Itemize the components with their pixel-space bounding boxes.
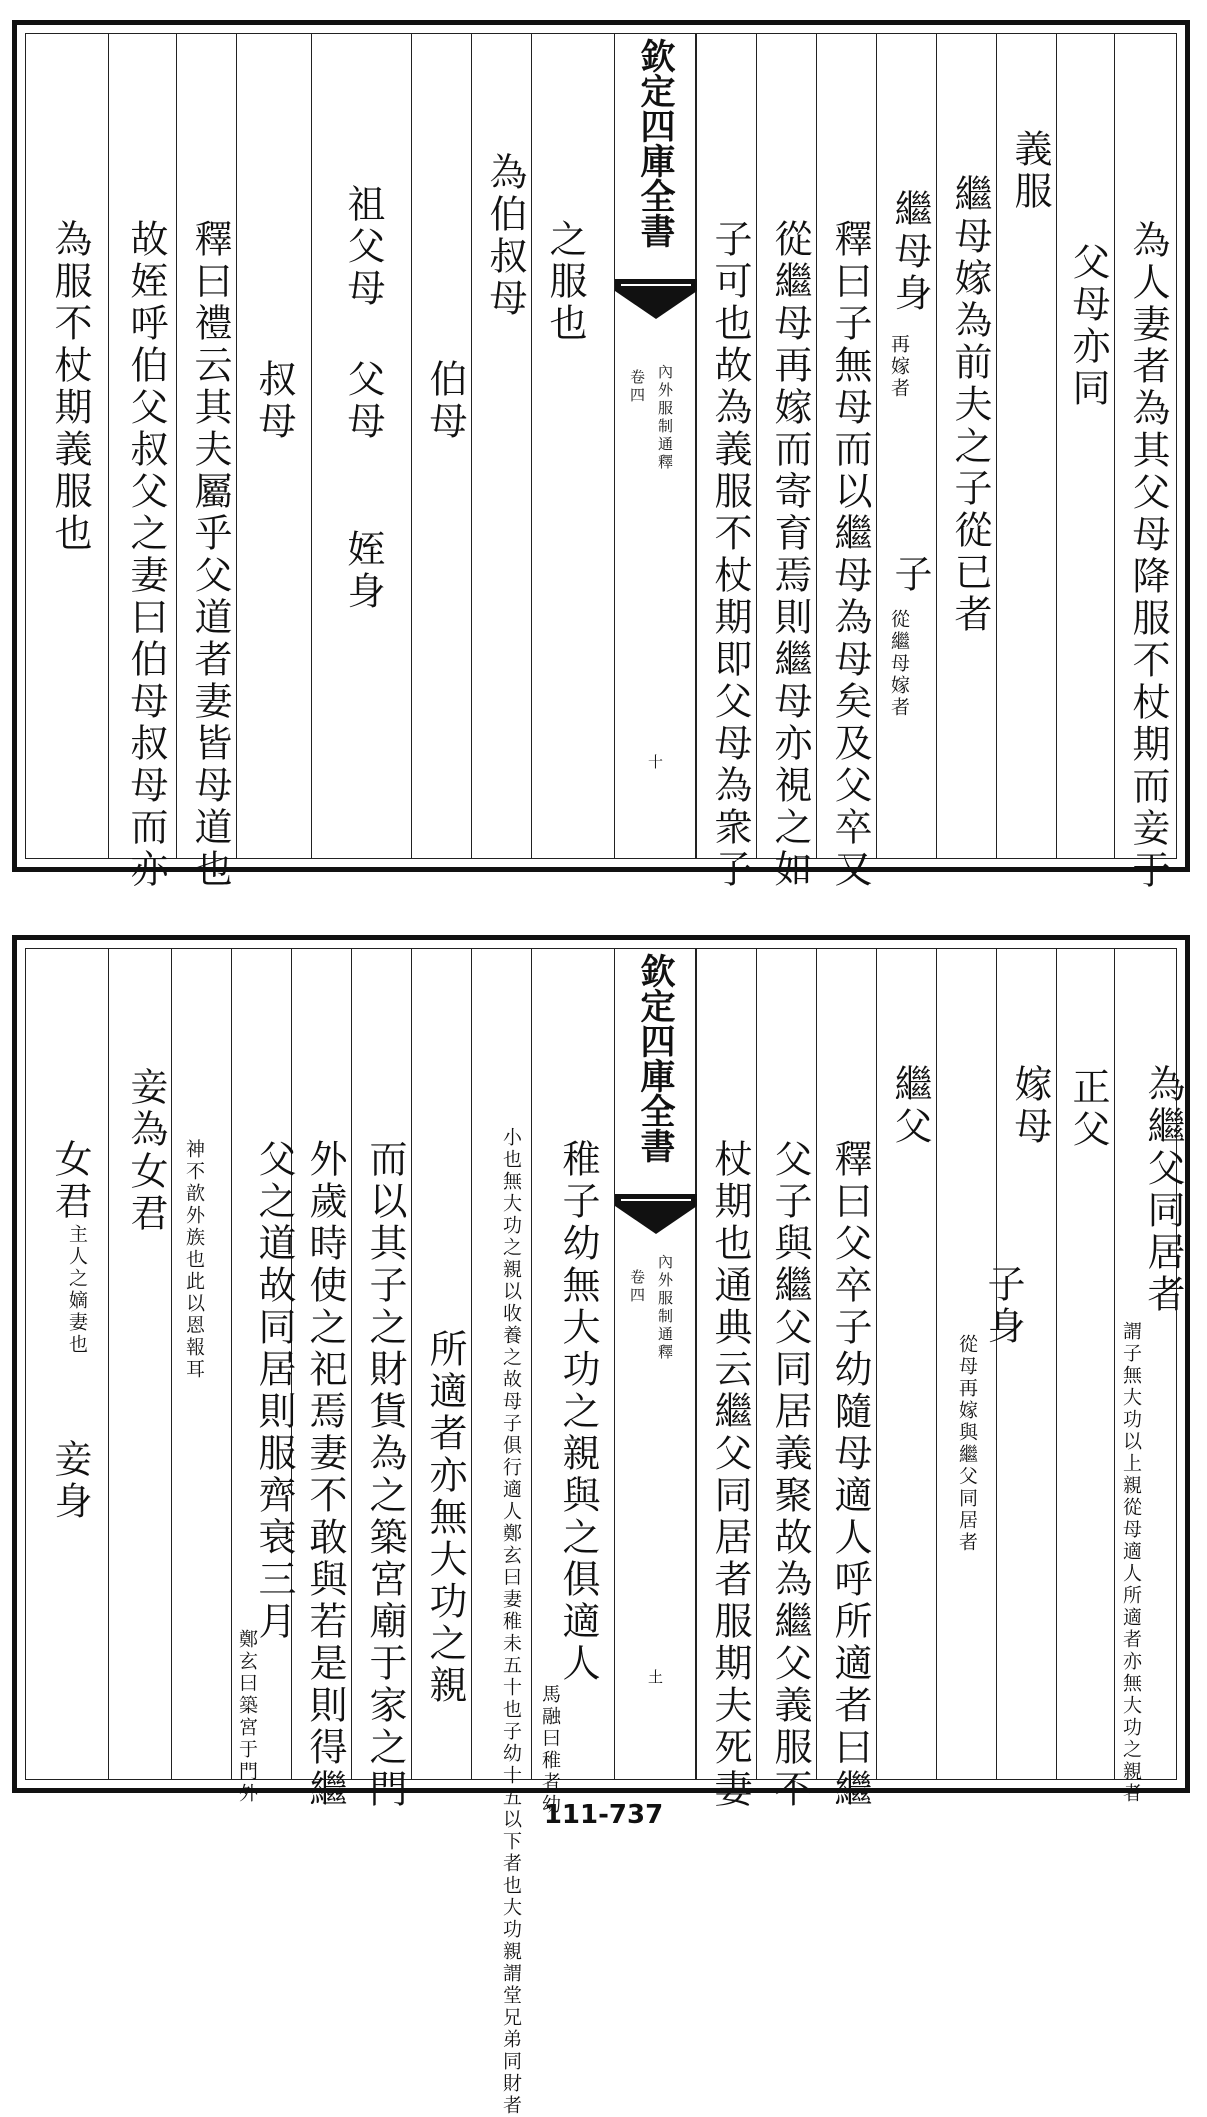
- annotation: 馬融曰稚者幼: [539, 1684, 561, 1816]
- text-column: 外歲時使之祀焉妻不敢與若是則得繼: [303, 1139, 347, 1811]
- text-column: 叔母: [252, 359, 296, 443]
- text-column: 而以其子之財貨為之築宮廟于家之門: [363, 1139, 407, 1811]
- column-rule: [531, 34, 532, 858]
- top-page: [12, 20, 1190, 892]
- text-column: 妾身: [48, 1439, 92, 1523]
- text-column: 義服: [1008, 129, 1052, 213]
- text-column: 子: [888, 554, 932, 596]
- column-rule: [171, 949, 172, 1779]
- text-column: 為服不杖期義服也: [48, 219, 92, 555]
- text-column: 為人妻者為其父母降服不杖期而妾于: [1126, 220, 1170, 892]
- text-column: 之服也: [543, 219, 587, 345]
- column-rule: [756, 949, 757, 1779]
- text-column: 父母亦同: [1066, 242, 1110, 410]
- column-rule: [1056, 34, 1057, 858]
- text-column: 妾為女君: [124, 1067, 168, 1235]
- text-column: 釋曰禮云其夫屬乎父道者妻皆母道也: [188, 219, 232, 891]
- column-rule: [108, 34, 109, 858]
- book-spine: [614, 34, 696, 858]
- column-rule: [471, 949, 472, 1779]
- annotation: 再嫁者: [888, 334, 910, 400]
- column-rule: [311, 34, 312, 858]
- spine-title: 欽定四庫全書: [635, 38, 676, 248]
- text-column: 父母: [341, 359, 385, 443]
- annotation: 從繼母嫁者: [888, 609, 910, 719]
- text-column: 伯母: [423, 359, 467, 443]
- spine-subtitle: 內外服制通釋: [656, 1254, 674, 1362]
- column-rule: [1056, 949, 1057, 1779]
- column-rule: [236, 34, 237, 858]
- spine-folio: 土: [646, 1669, 664, 1687]
- column-rule: [756, 34, 757, 858]
- book-spine: [614, 949, 696, 1779]
- text-column: 繼母嫁為前夫之子從已者: [948, 174, 992, 636]
- annotation: 謂子無大功以上親從母適人所適者亦無大功之親者: [1120, 1321, 1142, 1805]
- text-column: 父之道故同居則服齊衰三月: [252, 1139, 296, 1643]
- spine-title: 欽定四庫全書: [635, 953, 676, 1163]
- text-column: 繼母身: [888, 189, 932, 315]
- fish-tail-mark-icon: [615, 1194, 697, 1234]
- column-rule: [936, 34, 937, 858]
- column-rule: [411, 949, 412, 1779]
- column-rule: [351, 949, 352, 1779]
- text-column: 祖父母: [341, 184, 385, 310]
- text-column: 正父: [1066, 1067, 1110, 1151]
- column-rule: [108, 949, 109, 1779]
- text-column: 子身: [981, 1264, 1025, 1348]
- spine-folio: 十: [646, 754, 664, 772]
- text-column: 姪身: [341, 529, 385, 613]
- annotation: 小也無大功之親以收養之故母子俱行適人鄭玄曰妻稚未五十也子幼十五以下者也大功親謂堂兄弟同財者: [500, 1127, 522, 2117]
- spine-volume: 卷四: [628, 1269, 646, 1305]
- text-column: 為繼父同居者: [1141, 1064, 1185, 1316]
- column-rule: [996, 949, 997, 1779]
- text-column: 從繼母再嫁而寄育焉則繼母亦視之如: [768, 219, 812, 891]
- page-number: 111-737: [543, 1800, 664, 1830]
- spine-subtitle: 內外服制通釋: [656, 364, 674, 472]
- column-rule: [1114, 34, 1115, 858]
- text-column: 杖期也通典云繼父同居者服期夫死妻: [708, 1139, 752, 1811]
- column-rule: [696, 949, 697, 1779]
- text-column: 釋曰子無母而以繼母為母矣及父卒又: [828, 219, 872, 891]
- column-rule: [816, 34, 817, 858]
- spine-volume: 卷四: [628, 369, 646, 405]
- text-column: 稚子幼無大功之親與之俱適人: [556, 1139, 600, 1685]
- annotation: 鄭玄曰築宮于門外: [236, 1629, 258, 1805]
- column-rule: [411, 34, 412, 858]
- column-rule: [696, 34, 697, 858]
- column-rule: [471, 34, 472, 858]
- column-rule: [531, 949, 532, 1779]
- annotation: 從母再嫁與繼父同居者: [956, 1334, 978, 1554]
- text-column: 釋曰父卒子幼隨母適人呼所適者曰繼: [828, 1139, 872, 1811]
- text-column: 為伯叔母: [483, 152, 527, 320]
- annotation: 神不歆外族也此以恩報耳: [183, 1139, 205, 1381]
- fish-tail-mark-icon: [615, 279, 697, 319]
- column-rule: [876, 949, 877, 1779]
- column-rule: [176, 34, 177, 858]
- column-rule: [231, 949, 232, 1779]
- text-column: 繼父: [888, 1064, 932, 1148]
- text-column: 子可也故為義服不杖期即父母為衆子: [708, 219, 752, 891]
- text-column: 嫁母: [1008, 1064, 1052, 1148]
- top-page-frame: [25, 33, 1177, 892]
- text-column: 所適者亦無大功之親: [423, 1329, 467, 1707]
- column-rule: [816, 949, 817, 1779]
- column-rule: [1114, 949, 1115, 1779]
- text-column: 故姪呼伯父叔父之妻曰伯母叔母而亦: [124, 219, 168, 891]
- column-rule: [936, 949, 937, 1779]
- column-rule: [876, 34, 877, 858]
- text-column: 女君: [48, 1139, 92, 1223]
- column-rule: [996, 34, 997, 858]
- text-column: 父子與繼父同居義聚故為繼父義服不: [768, 1139, 812, 1811]
- annotation: 主人之嫡妻也: [66, 1224, 88, 1356]
